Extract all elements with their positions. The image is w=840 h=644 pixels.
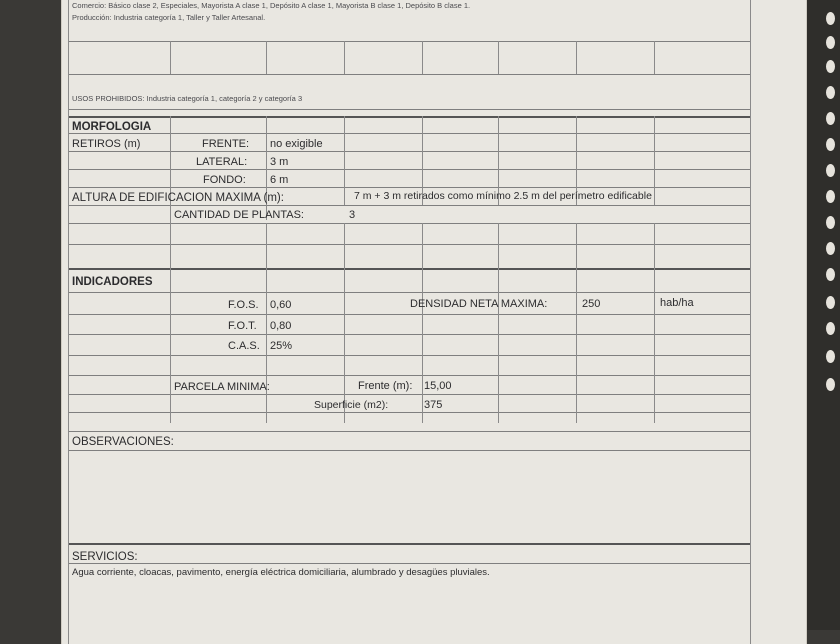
binder-hole xyxy=(826,190,835,203)
binder-hole xyxy=(826,36,835,49)
column-line xyxy=(422,41,423,74)
grid-line xyxy=(68,450,750,451)
densidad-label: DENSIDAD NETA MAXIMA: xyxy=(410,298,548,310)
densidad-value: 250 xyxy=(582,298,601,310)
binder-hole xyxy=(826,112,835,125)
binder-holes xyxy=(826,0,840,630)
binder-hole xyxy=(826,12,835,25)
column-line xyxy=(654,223,655,423)
column-line xyxy=(344,41,345,74)
column-line xyxy=(498,41,499,74)
permitted-uses-commerce: Comercio: Básico clase 2, Especiales, Mayorista A clase 1, Depósito A clase 1, Mayorista B clase 1, Depósito B clase 1. xyxy=(72,1,471,10)
parcela-frente-value: 15,00 xyxy=(424,380,452,392)
binder-hole xyxy=(826,350,835,363)
column-line xyxy=(654,116,655,205)
grid-line xyxy=(68,109,750,110)
densidad-unit: hab/ha xyxy=(660,297,694,309)
column-line xyxy=(266,116,267,220)
retiros-label: RETIROS (m) xyxy=(72,138,141,150)
servicios-label: SERVICIOS: xyxy=(72,551,138,563)
binder-hole xyxy=(826,242,835,255)
binder-hole xyxy=(826,164,835,177)
servicios-text: Agua corriente, cloacas, pavimento, energía eléctrica domiciliaria, alumbrado y desagües pluviales. xyxy=(72,567,490,578)
column-line xyxy=(266,223,267,423)
parcela-label: PARCELA MINIMA: xyxy=(174,381,270,393)
binder-hole xyxy=(826,216,835,229)
lateral-value: 3 m xyxy=(270,156,289,168)
fot-value: 0,80 xyxy=(270,320,292,332)
parcela-frente-label: Frente (m): xyxy=(358,380,413,392)
lateral-label: LATERAL: xyxy=(196,156,248,168)
morfologia-heading: MORFOLOGIA xyxy=(72,121,152,133)
table-border xyxy=(68,0,69,644)
fondo-value: 6 m xyxy=(270,174,289,186)
prohibited-uses: USOS PROHIBIDOS: Industria categoría 1, categoría 2 y categoría 3 xyxy=(72,94,303,103)
table-border xyxy=(750,0,751,644)
parcela-superficie-label: Superficie (m2): xyxy=(314,399,389,411)
altura-value: 7 m + 3 m retirados como mínimo 2.5 m del perímetro edificable xyxy=(354,190,652,202)
binder-hole xyxy=(826,296,835,309)
frente-value: no exigible xyxy=(270,138,323,150)
binder-hole xyxy=(826,138,835,151)
plantas-value: 3 xyxy=(349,209,356,221)
fos-value: 0,60 xyxy=(270,299,292,311)
column-line xyxy=(170,116,171,423)
column-line xyxy=(654,41,655,74)
column-line xyxy=(422,223,423,423)
indicadores-heading: INDICADORES xyxy=(72,276,153,288)
column-line xyxy=(576,41,577,74)
column-line xyxy=(266,41,267,74)
column-line xyxy=(344,116,345,205)
binder-hole xyxy=(826,322,835,335)
cas-value: 25% xyxy=(270,340,293,352)
section-divider xyxy=(68,543,750,545)
cas-label: C.A.S. xyxy=(228,340,260,352)
plantas-label: CANTIDAD DE PLANTAS: xyxy=(174,209,304,221)
grid-line xyxy=(68,563,750,564)
grid-line xyxy=(68,74,750,75)
altura-label: ALTURA DE EDIFICACION MAXIMA (m): xyxy=(72,192,284,204)
observaciones-label: OBSERVACIONES: xyxy=(72,436,174,448)
frente-label: FRENTE: xyxy=(202,138,250,150)
column-line xyxy=(170,41,171,74)
fot-label: F.O.T. xyxy=(228,320,257,332)
binder-hole xyxy=(826,86,835,99)
column-line xyxy=(576,223,577,423)
fos-label: F.O.S. xyxy=(228,299,259,311)
parcela-superficie-value: 375 xyxy=(424,399,443,411)
zoning-document-page xyxy=(62,0,806,644)
column-line xyxy=(498,223,499,423)
permitted-uses-production: Producción: Industria categoría 1, Taller y Taller Artesanal. xyxy=(72,13,266,22)
binder-hole xyxy=(826,60,835,73)
binder-hole xyxy=(826,268,835,281)
fondo-label: FONDO: xyxy=(203,174,246,186)
binder-hole xyxy=(826,378,835,391)
grid-line xyxy=(68,431,750,432)
column-line xyxy=(344,223,345,423)
